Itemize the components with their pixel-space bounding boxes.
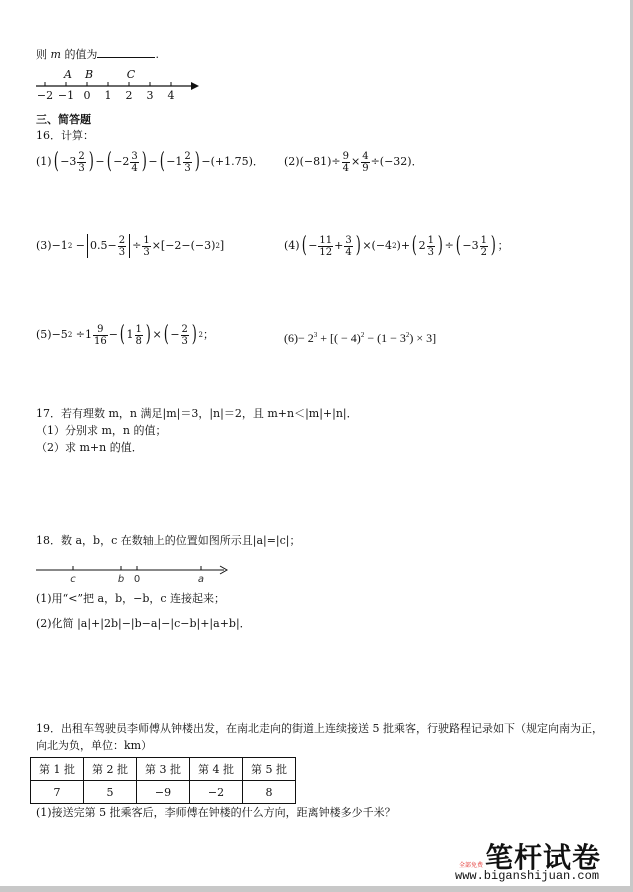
svg-text:0: 0 [83, 89, 91, 102]
q17-stem: 17．若有理数 m，n 满足|m|＝3，|n|＝2，且 m+n＜|m|+|n|． [36, 407, 358, 420]
table-row [31, 781, 296, 804]
svg-text:−2: −2 [36, 89, 54, 102]
item-label: (1) [36, 155, 52, 168]
q18-stem: 18．数 a，b，c 在数轴上的位置如图所示且|a|=|c|； [36, 534, 301, 547]
table-cell: −9 [137, 781, 190, 804]
svg-text:0: 0 [133, 574, 141, 585]
answer-blank [97, 47, 155, 58]
item-label: (5) [36, 328, 52, 341]
svg-text:2: 2 [125, 89, 133, 102]
watermark-logo [455, 836, 615, 882]
svg-text:B: B [84, 68, 94, 81]
q18-sub-2: (2)化简 |a|+|2b|−|b−a|−|c−b|+|a+b|． [36, 617, 251, 630]
table-header: 第 3 批 [137, 758, 190, 781]
q16-item-6: $(6)- 2^3$ + [( − $4)^2 - (1 - 3^2) \times 3$] [284, 331, 437, 345]
q15-var: m [50, 48, 61, 61]
q16-title: 16．计算： [36, 129, 94, 142]
item-label: (6) [284, 331, 298, 345]
svg-text:3: 3 [146, 89, 154, 102]
watermark-tag: 全部免费 [459, 862, 484, 869]
table-cell: 7 [31, 781, 84, 804]
svg-text:1: 1 [104, 89, 112, 102]
q16-item-5: (5) −5 2 ÷1 $\frac{9}{16}$ − ( 1 $\frac{1}{8}$ ) × ( − $\frac{2}{3}$ ) 2 ； [36, 322, 214, 347]
watermark-url: www.biganshijuan.com [455, 869, 600, 883]
svg-text:a: a [197, 574, 205, 585]
table-header: 第 5 批 [243, 758, 296, 781]
number-line-abc [36, 66, 201, 106]
table-header: 第 1 批 [31, 758, 84, 781]
svg-text:A: A [64, 68, 72, 81]
q15-answer-line [36, 47, 159, 62]
table-header: 第 2 批 [84, 758, 137, 781]
q19-stem-line-2: 向北为负，单位：km） [36, 739, 153, 752]
section-title: 三、简答题 [36, 113, 91, 126]
q18-sub-1: (1)用“<”把 a，b，−b，c 连接起来； [36, 592, 226, 605]
q15-suffix: 的值为 [64, 48, 98, 61]
q15-end: . [155, 48, 159, 61]
q15-prefix: 则 [36, 48, 47, 61]
mileage-table [30, 757, 296, 804]
svg-text:b: b [117, 574, 125, 585]
svg-text:−1: −1 [57, 89, 75, 102]
q19-stem-line-1: 19．出租车驾驶员李师傅从钟楼出发，在南北走向的街道上连续接送 5 批乘客，行驶路程记录如下（规定向南为正， [36, 722, 603, 735]
q17-sub-2: （2）求 m+n 的值． [36, 441, 143, 454]
table-cell: 5 [84, 781, 137, 804]
watermark-title: 笔杆试卷 [485, 841, 602, 874]
q19-sub-1: (1)接送完第 5 批乘客后，李师傅在钟楼的什么方向，距离钟楼多少千米？ [36, 806, 396, 819]
q16-item-2: (2) (−81)÷ $\frac{9}{4}$ × $\frac{4}{9}$ ÷(−32)． [284, 150, 423, 174]
table-cell: 8 [243, 781, 296, 804]
table-header: 第 4 批 [190, 758, 243, 781]
item-label: (3) [36, 239, 52, 252]
table-header-row [31, 758, 296, 781]
number-line-abc-q18 [36, 562, 236, 586]
q17-sub-1: （1）分别求 m，n 的值； [36, 424, 167, 437]
q16-item-4: (4) ( − $\frac{11}{12}$ + $\frac{3}{4}$ ) ×(−4 2 )+ ( 2 $\frac{1}{3}$ ) ÷ ( −3 $\frac{1}{2}$ ) ； [284, 233, 509, 258]
item-label: (4) [284, 239, 300, 252]
svg-text:C: C [126, 68, 136, 81]
table-cell: −2 [190, 781, 243, 804]
svg-text:c: c [70, 574, 76, 585]
q16-item-3: (3) −1 2 − 0.5− $\frac{2}{3}$ ÷ $\frac{1}{3}$ ×[−2−(−3) 2 ] [36, 234, 225, 258]
svg-text:4: 4 [167, 89, 175, 102]
q16-item-1: (1) ( −3 $\frac{2}{3}$ ) − ( −2 $\frac{3}{4}$ ) − ( −1 $\frac{2}{3}$ ) −(+1.75)． [36, 149, 264, 174]
item-label: (2) [284, 155, 300, 168]
